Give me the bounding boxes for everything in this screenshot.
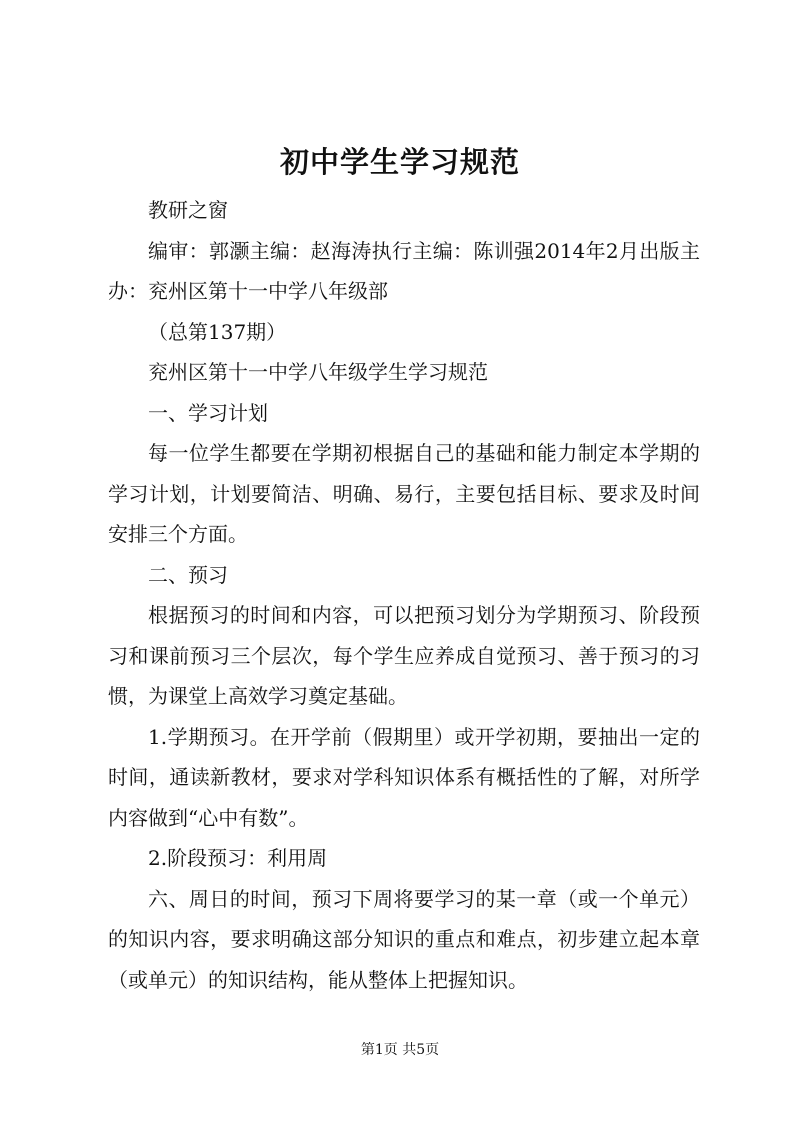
paragraph-semester-preview: 1.学期预习。在开学前（假期里）或开学初期，要抽出一定的时间，通读新教材，要求对学科知识体系有概括性的了解，对所学内容做到“心中有数”。 xyxy=(108,724,700,830)
document-title: 初中学生学习规范 xyxy=(279,145,520,179)
document-body xyxy=(108,190,700,1000)
editorial-info: 编审：郭灏主编：赵海涛执行主编：陈训强2014年2月出版主办：兖州区第十一中学八年级部 xyxy=(108,238,700,303)
section-label: 教研之窗 xyxy=(148,198,228,222)
paragraph-study-plan: 每一位学生都要在学期初根据自己的基础和能力制定本学期的学习计划，计划要简洁、明确、易行，主要包括目标、要求及时间安排三个方面。 xyxy=(108,441,700,546)
paragraph-preview: 根据预习的时间和内容，可以把预习划分为学期预习、阶段预习和课前预习三个层次，每个学生应养成自觉预习、善于预习的习惯，为课堂上高效学习奠定基础。 xyxy=(108,603,700,708)
heading-study-plan: 一、学习计划 xyxy=(148,400,268,425)
page-footer: 第1页 共5页 xyxy=(360,1042,440,1058)
heading-preview: 二、预习 xyxy=(148,562,228,587)
issue-number: （总第137期） xyxy=(148,319,287,344)
paragraph-weekend-preview: 六、周日的时间，预习下周将要学习的某一章（或一个单元）的知识内容，要求明确这部分知识的重点和难点，初步建立起本章（或单元）的知识结构，能从整体上把握知识。 xyxy=(108,886,700,992)
subtitle: 兖州区第十一中学八年级学生学习规范 xyxy=(148,360,488,384)
paragraph-stage-preview: 2.阶段预习：利用周 xyxy=(148,846,328,870)
